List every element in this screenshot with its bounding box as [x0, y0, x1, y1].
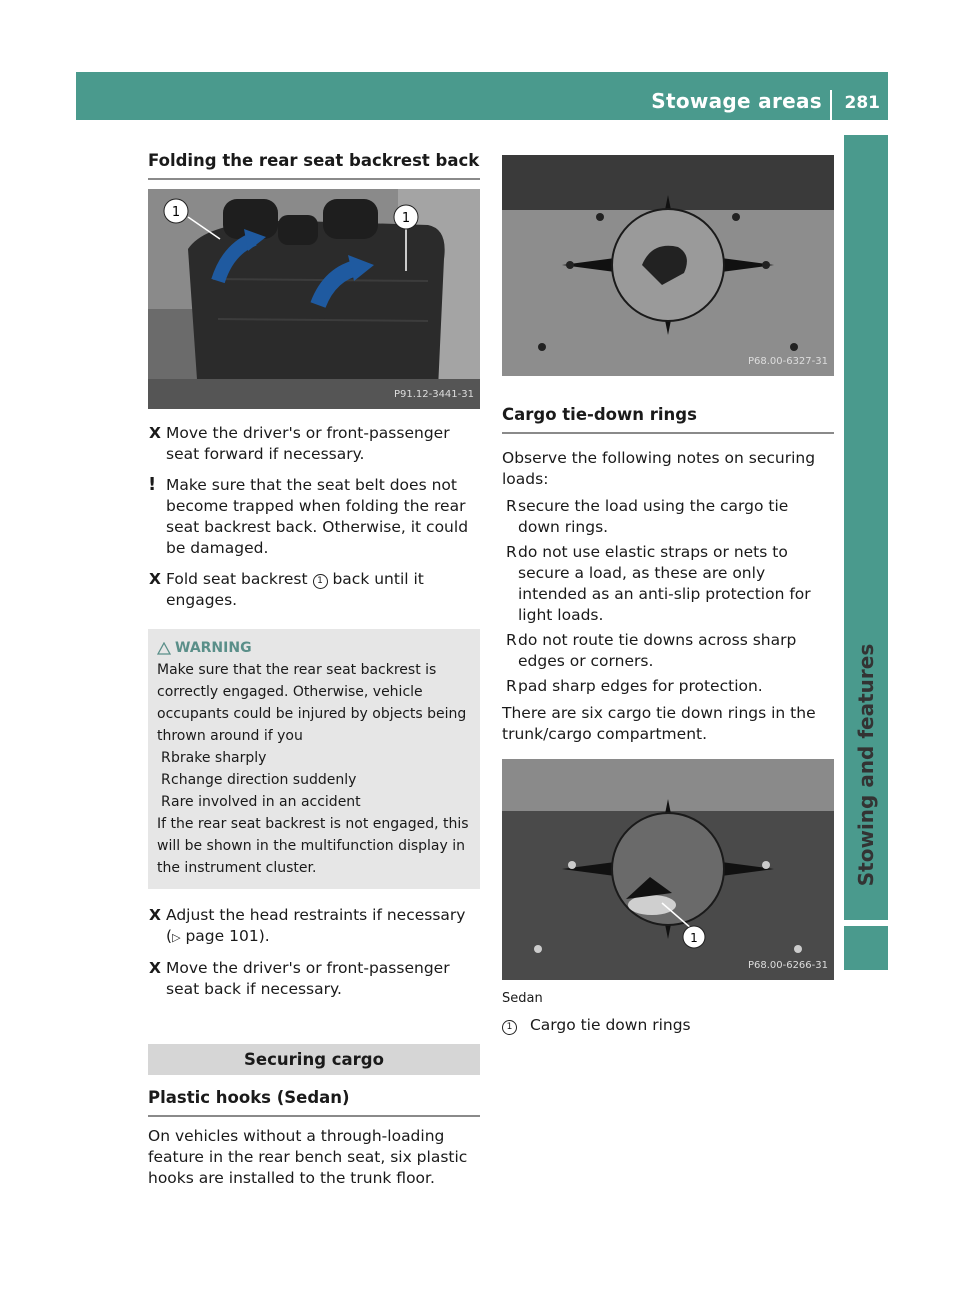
- bullet-text: do not route tie downs across sharp edges or corners.: [518, 631, 797, 670]
- svg-text:1: 1: [171, 205, 181, 220]
- caution-text: Make sure that the seat belt does not become trapped when folding the rear seat backrest back. Otherwise, it could be damaged.: [166, 476, 469, 557]
- step-move-seat-forward: [148, 423, 480, 465]
- right-column: [502, 155, 834, 1036]
- section-title: Stowage areas: [651, 89, 822, 113]
- warning-bullet: [157, 791, 471, 813]
- step-marker: X: [149, 906, 161, 924]
- header-bar: [76, 72, 888, 120]
- list-item: [502, 676, 834, 697]
- bullet-text: change direction suddenly: [171, 772, 357, 788]
- warning-header: [157, 637, 471, 659]
- trunk-tie-down-photo: [502, 155, 834, 376]
- section-heading-securing-cargo: Securing cargo: [148, 1044, 480, 1075]
- paren: (: [166, 927, 173, 945]
- sedan-trunk-photo: [502, 759, 834, 980]
- step-fold-backrest: [148, 569, 480, 611]
- warning-title: WARNING: [175, 640, 252, 656]
- bullet-marker: R: [506, 677, 517, 695]
- subheading-plastic-hooks: Plastic hooks (Sedan): [148, 1087, 480, 1117]
- intro-text: Observe the following notes on securing loads:: [502, 449, 816, 488]
- bullet-marker: R: [506, 543, 517, 561]
- callout-badge: 1: [502, 1020, 517, 1035]
- step-marker: X: [149, 570, 161, 588]
- image-reference-code: P68.00-6327-31: [747, 356, 828, 367]
- header-divider: [830, 90, 832, 120]
- sedan-trunk-illustration: [502, 759, 834, 980]
- step-adjust-head-restraints: [148, 905, 480, 948]
- step-text: Adjust the head restraints if necessary: [166, 906, 466, 924]
- image-caption: Sedan: [502, 991, 543, 1006]
- bullet-marker: R: [161, 772, 171, 788]
- legend-text: Cargo tie down rings: [529, 1016, 691, 1034]
- section-heading-tie-down: Cargo tie-down rings: [502, 404, 834, 434]
- svg-text:1: 1: [401, 211, 411, 226]
- bullet-text: brake sharply: [171, 750, 267, 766]
- chapter-tab-label: Stowing and features: [854, 643, 878, 887]
- left-column: [148, 150, 480, 1195]
- step-text: Move the driver's or front-passenger seat back if necessary.: [166, 959, 450, 998]
- warning-bullet: [157, 747, 471, 769]
- caution-icon: !: [148, 474, 157, 495]
- bullet-marker: R: [161, 794, 171, 810]
- warning-bullet: [157, 769, 471, 791]
- step-marker: X: [149, 959, 161, 977]
- callout-badge: 1: [313, 574, 328, 589]
- list-item: [502, 496, 834, 538]
- warning-triangle-icon: [157, 642, 171, 655]
- bullet-text: pad sharp edges for protection.: [518, 677, 763, 695]
- warning-footer: If the rear seat backrest is not engaged, this will be shown in the multifunction display in the instrument cluster.: [157, 816, 469, 876]
- bullet-marker: R: [161, 750, 171, 766]
- list-item: [502, 630, 834, 672]
- warning-box: [148, 629, 480, 889]
- bullet-text: secure the load using the cargo tie down rings.: [518, 497, 789, 536]
- plastic-hooks-paragraph: On vehicles without a through-loading feature in the rear bench seat, six plastic hooks are installed to the trunk floor.: [148, 1127, 468, 1187]
- page-reference-link[interactable]: page 101).: [185, 927, 270, 945]
- list-item: [502, 542, 834, 626]
- page-number: 281: [844, 93, 880, 113]
- rear-seat-photo: [148, 189, 480, 409]
- image-reference-code: P91.12-3441-31: [393, 389, 474, 400]
- chapter-tab: [844, 135, 888, 920]
- caution-note: [148, 475, 480, 559]
- page-ref-arrow-icon: ▷: [172, 931, 181, 944]
- bullet-marker: R: [506, 497, 517, 515]
- ring-count-text: There are six cargo tie down rings in the trunk/cargo compartment.: [502, 704, 816, 743]
- chapter-tab-marker: [844, 926, 888, 970]
- image-reference-code: P68.00-6266-31: [747, 960, 828, 971]
- step-text-before: Fold seat backrest: [166, 570, 308, 588]
- legend-row: [502, 1015, 834, 1036]
- svg-text:1: 1: [690, 931, 698, 945]
- trunk-ring-illustration: [502, 155, 834, 376]
- step-marker: X: [149, 424, 161, 442]
- step-move-seat-back: [148, 958, 480, 1000]
- step-text: Move the driver's or front-passenger seat forward if necessary.: [166, 424, 450, 463]
- step-text-after: back until it engages.: [166, 570, 424, 609]
- section-heading-folding: Folding the rear seat backrest back: [148, 150, 480, 180]
- bullet-text: do not use elastic straps or nets to secure a load, as these are only intended as an anti-slip protection for light loads.: [518, 543, 811, 624]
- bullet-text: are involved in an accident: [171, 794, 361, 810]
- bullet-marker: R: [506, 631, 517, 649]
- warning-text: Make sure that the rear seat backrest is correctly engaged. Otherwise, vehicle occupants could be injured by objects being thrown around if you: [157, 662, 467, 744]
- rear-seat-illustration: [148, 189, 480, 409]
